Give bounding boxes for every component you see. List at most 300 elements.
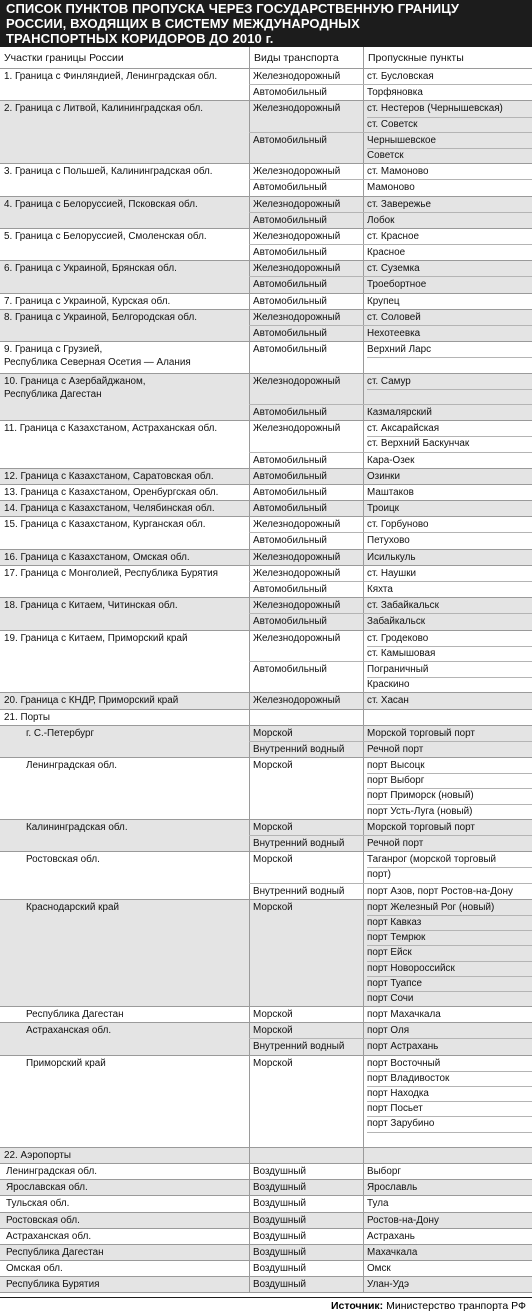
- border-section-label: Ростовская обл.: [6, 1214, 80, 1226]
- transport-type-cell: Автомобильный: [249, 485, 363, 500]
- transport-type-cell: Морской: [249, 852, 363, 882]
- transport-type-cell: Автомобильный: [249, 326, 363, 341]
- border-section-label: 4. Граница с Белоруссией, Псковская обл.: [4, 198, 198, 210]
- table-row-group: [0, 1245, 532, 1261]
- checkpoints-cell: [363, 1164, 532, 1179]
- table-row: [249, 245, 532, 260]
- checkpoints-cell: [363, 582, 532, 597]
- checkpoints-cell: [363, 566, 532, 581]
- transport-type-cell: Железнодорожный: [249, 421, 363, 451]
- transport-type-cell: Автомобильный: [249, 85, 363, 100]
- transport-type-cell: Морской: [249, 820, 363, 835]
- checkpoint-name: Тула: [367, 1198, 389, 1210]
- checkpoints-cell: [363, 1213, 532, 1228]
- checkpoints-cell: [363, 261, 532, 276]
- transport-type-cell: Автомобильный: [249, 533, 363, 548]
- checkpoints-cell: [363, 662, 532, 692]
- transport-type-cell: Автомобильный: [249, 133, 363, 163]
- checkpoints-cell: [363, 693, 532, 708]
- checkpoint-name: порт Высоцк: [367, 759, 532, 774]
- border-section-label: Республика Дагестан: [26, 1009, 124, 1021]
- table-row-group: [0, 69, 532, 101]
- table-row: [249, 884, 532, 899]
- checkpoints-cell: [363, 294, 532, 309]
- table-row: [249, 550, 532, 565]
- checkpoints-cell: [363, 1261, 532, 1276]
- table-row: [249, 1164, 532, 1179]
- transport-type-cell: Автомобильный: [249, 453, 363, 468]
- source-text: Министерство транпорта РФ: [383, 1300, 526, 1312]
- checkpoint-name: порт Махачкала: [367, 1009, 441, 1021]
- checkpoint-name: Краскино: [367, 679, 410, 691]
- checkpoints-cell: [363, 1277, 532, 1292]
- table-row: [249, 164, 532, 180]
- transport-type-cell: Воздушный: [249, 1180, 363, 1195]
- border-section-label: Республика Дагестан: [6, 1246, 104, 1258]
- border-section-label: 6. Граница с Украиной, Брянская обл.: [4, 263, 177, 275]
- table-row-group: [0, 693, 532, 709]
- border-section-label: 20. Граница с КНДР, Приморский край: [4, 695, 179, 707]
- transport-type-cell: Морской: [249, 758, 363, 819]
- table-row-group: [0, 469, 532, 485]
- table-row-group: [0, 726, 532, 758]
- checkpoints-cell: [363, 1039, 532, 1054]
- checkpoints-cell: [363, 229, 532, 244]
- table-row: [249, 758, 532, 819]
- checkpoints-cell: [363, 726, 532, 741]
- table-row-group: [0, 197, 532, 229]
- checkpoints-cell: [363, 631, 532, 661]
- transport-type-cell: Морской: [249, 900, 363, 1006]
- transport-type-cell: Воздушный: [249, 1164, 363, 1179]
- transport-type-cell: Автомобильный: [249, 213, 363, 228]
- table-row: [249, 1277, 532, 1292]
- checkpoint-name: Речной порт: [367, 838, 424, 849]
- border-section-label: Краснодарский край: [26, 901, 120, 913]
- title-line: ТРАНСПОРТНЫХ КОРИДОРОВ ДО 2010 г.: [6, 31, 274, 46]
- source-note: [0, 1297, 532, 1315]
- border-section-label: 19. Граница с Китаем, Приморский край: [4, 632, 188, 644]
- border-section-label: 8. Граница с Украиной, Белгородская обл.: [4, 311, 197, 323]
- table-row: [249, 1039, 532, 1054]
- table-row-group: [0, 101, 532, 164]
- table-row: [249, 213, 532, 228]
- table-row: [249, 836, 532, 851]
- transport-type-cell: Автомобильный: [249, 614, 363, 629]
- table-row: [249, 405, 532, 420]
- checkpoints-cell: [363, 405, 532, 420]
- checkpoints-cell: [363, 1180, 532, 1195]
- table-row-group: [0, 1148, 532, 1164]
- table-row: [249, 614, 532, 629]
- checkpoint-name: порт): [367, 869, 391, 881]
- table-row: [249, 453, 532, 468]
- checkpoints-cell: [363, 197, 532, 212]
- table-row: [249, 710, 532, 725]
- checkpoints-cell: [363, 326, 532, 341]
- border-section-label: 11. Граница с Казахстаном, Астраханская обл.: [4, 423, 218, 435]
- checkpoint-name: Морской торговый порт: [367, 821, 475, 833]
- transport-type-cell: Автомобильный: [249, 501, 363, 516]
- table-row: [249, 277, 532, 292]
- table-row-group: [0, 566, 532, 598]
- transport-type-cell: Автомобильный: [249, 582, 363, 597]
- checkpoint-name: ст. Бусловская: [367, 71, 434, 82]
- border-section-label: г. С.-Петербург: [26, 727, 95, 739]
- transport-type-cell: Железнодорожный: [249, 310, 363, 325]
- table-row-group: [0, 374, 532, 422]
- checkpoints-cell: [363, 614, 532, 629]
- checkpoints-cell: [363, 180, 532, 195]
- checkpoint-name: порт Темрюк: [367, 931, 532, 946]
- transport-type-cell: Автомобильный: [249, 277, 363, 292]
- transport-type-cell: Автомобильный: [249, 294, 363, 309]
- checkpoints-cell: [363, 133, 532, 163]
- checkpoint-name: порт Владивосток: [367, 1072, 532, 1087]
- checkpoints-cell: [363, 884, 532, 899]
- table-row-group: [0, 261, 532, 293]
- checkpoints-cell: [363, 900, 532, 1006]
- table-row: [249, 180, 532, 195]
- table-row: [249, 742, 532, 757]
- checkpoint-name: порт Азов, порт Ростов-на-Дону: [367, 885, 513, 897]
- border-section-label: 12. Граница с Казахстаном, Саратовская обл.: [4, 470, 214, 482]
- checkpoint-name: Красное: [367, 247, 406, 259]
- table-row: [249, 1245, 532, 1260]
- checkpoints-cell: [363, 550, 532, 565]
- table-row-group: [0, 900, 532, 1007]
- checkpoints-cell: [363, 421, 532, 451]
- transport-type-cell: Морской: [249, 1023, 363, 1038]
- table-row: [249, 662, 532, 692]
- border-section-label: 16. Граница с Казахстаном, Омская обл.: [4, 551, 190, 563]
- checkpoint-name: ст. Горбуново: [367, 519, 429, 531]
- column-header-checkpoints: Пропускные пункты: [363, 47, 532, 68]
- transport-type-cell: Внутренний водный: [249, 1039, 363, 1054]
- table-row-group: [0, 1023, 532, 1055]
- table-row-group: [0, 501, 532, 517]
- checkpoint-name: порт Восточный: [367, 1057, 532, 1072]
- table-body: [0, 69, 532, 1293]
- checkpoint-name: Верхний Ларс: [367, 343, 532, 358]
- transport-type-cell: Железнодорожный: [249, 101, 363, 131]
- checkpoints-cell: [363, 164, 532, 179]
- checkpoint-name: Нехотеевка: [367, 328, 421, 339]
- checkpoint-name: ст. Верхний Баскунчак: [367, 438, 470, 450]
- checkpoints-cell: [363, 598, 532, 613]
- table-row: [249, 1148, 532, 1163]
- border-section-label: Ростовская обл.: [26, 854, 100, 866]
- checkpoint-name: Троебортное: [367, 279, 427, 291]
- checkpoint-name: ст. Наушки: [367, 567, 417, 579]
- table-row: [249, 582, 532, 597]
- transport-type-cell: Воздушный: [249, 1196, 363, 1211]
- transport-type-cell: Железнодорожный: [249, 693, 363, 708]
- transport-type-cell: Воздушный: [249, 1245, 363, 1260]
- table-row: [249, 1261, 532, 1276]
- checkpoint-name: Пограничный: [367, 663, 532, 678]
- border-section-label: 22. Аэропорты: [4, 1149, 72, 1161]
- table-row: [249, 421, 532, 452]
- checkpoint-name: Крупец: [367, 295, 400, 307]
- checkpoint-name: порт Выборг: [367, 774, 532, 789]
- checkpoint-name: Казмалярский: [367, 406, 432, 418]
- checkpoint-name: Лобок: [367, 214, 395, 226]
- table-row: [249, 101, 532, 132]
- checkpoint-name: Маштаков: [367, 486, 414, 498]
- table-row-group: [0, 820, 532, 852]
- checkpoint-name: Омск: [367, 1263, 391, 1275]
- checkpoint-name: ст. Хасан: [367, 695, 409, 707]
- table-row-group: [0, 1056, 532, 1148]
- table-row: [249, 1229, 532, 1244]
- checkpoint-name: Выборг: [367, 1165, 401, 1177]
- table-row: [249, 133, 532, 163]
- checkpoint-name: ст. Камышовая: [367, 647, 436, 659]
- checkpoint-name: ст. Суземка: [367, 263, 420, 275]
- border-section-label: Тульская обл.: [6, 1198, 70, 1210]
- checkpoints-cell: [363, 852, 532, 882]
- checkpoint-name: Чернышевское: [367, 134, 532, 149]
- table-row: [249, 197, 532, 213]
- border-section-label: 18. Граница с Китаем, Читинская обл.: [4, 600, 178, 612]
- table-row-group: [0, 229, 532, 261]
- table-row: [249, 820, 532, 836]
- checkpoints-cell: [363, 310, 532, 325]
- table-row-group: [0, 710, 532, 726]
- checkpoint-name: ст. Красное: [367, 230, 419, 242]
- table-row: [249, 69, 532, 85]
- table-row-group: [0, 1277, 532, 1293]
- table-row: [249, 326, 532, 341]
- title-line: РОССИИ, ВХОДЯЩИХ В СИСТЕМУ МЕЖДУНАРОДНЫХ: [6, 16, 360, 31]
- border-section-label: Ярославская обл.: [6, 1182, 88, 1194]
- table-row: [249, 517, 532, 533]
- transport-type-cell: Железнодорожный: [249, 69, 363, 84]
- checkpoints-cell: [363, 758, 532, 819]
- table-row-group: [0, 598, 532, 630]
- checkpoints-cell: [363, 85, 532, 100]
- transport-type-cell: Автомобильный: [249, 469, 363, 484]
- checkpoint-name: Улан-Удэ: [367, 1279, 410, 1291]
- checkpoints-cell: [363, 820, 532, 835]
- transport-type-cell: Железнодорожный: [249, 197, 363, 212]
- checkpoints-cell: [363, 1229, 532, 1244]
- checkpoints-cell: [363, 1245, 532, 1260]
- transport-type-cell: Воздушный: [249, 1277, 363, 1292]
- table-row-group: [0, 758, 532, 820]
- border-section-label: Ленинградская обл.: [26, 760, 118, 772]
- table-row-group: [0, 1213, 532, 1229]
- border-section-label: Астраханская обл.: [6, 1230, 92, 1242]
- border-section-label: 1. Граница с Финляндией, Ленинградская обл.: [4, 71, 218, 82]
- border-section-label: 14. Граница с Казахстаном, Челябинская обл.: [4, 503, 215, 515]
- checkpoint-name: Исилькуль: [367, 551, 416, 563]
- checkpoints-cell: [363, 213, 532, 228]
- transport-type-cell: Железнодорожный: [249, 229, 363, 244]
- checkpoint-name: ст. Соловей: [367, 311, 421, 323]
- table-row: [249, 469, 532, 484]
- table-row: [249, 566, 532, 582]
- checkpoints-cell: [363, 277, 532, 292]
- checkpoint-name: Троицк: [367, 503, 399, 515]
- transport-type-cell: [249, 1148, 363, 1163]
- border-section-label: Ленинградская обл.: [6, 1165, 98, 1177]
- border-section-label: Омская обл.: [6, 1263, 63, 1275]
- checkpoint-name: порт Новороссийск: [367, 962, 532, 977]
- transport-type-cell: Автомобильный: [249, 245, 363, 260]
- border-section-label: 13. Граница с Казахстаном, Оренбургская обл.: [4, 486, 219, 498]
- table-row-group: [0, 485, 532, 501]
- checkpoints-cell: [363, 69, 532, 84]
- border-section-label: 5. Граница с Белоруссией, Смоленская обл.: [4, 230, 207, 242]
- transport-type-cell: Морской: [249, 726, 363, 741]
- checkpoint-name: Мамоново: [367, 182, 415, 194]
- transport-type-cell: Железнодорожный: [249, 598, 363, 613]
- checkpoint-name: ст. Гродеково: [367, 632, 532, 647]
- checkpoint-name: порт Посьет: [367, 1102, 532, 1117]
- transport-type-cell: Воздушный: [249, 1261, 363, 1276]
- table-row-group: [0, 1196, 532, 1212]
- table-row: [249, 533, 532, 548]
- checkpoint-name: порт Зарубино: [367, 1117, 532, 1132]
- title-line: СПИСОК ПУНКТОВ ПРОПУСКА ЧЕРЕЗ ГОСУДАРСТВЕННУЮ ГРАНИЦУ: [6, 1, 460, 16]
- border-section-label: 17. Граница с Монголией, Республика Бурятия: [4, 567, 218, 579]
- checkpoint-name: порт Оля: [367, 1025, 410, 1037]
- checkpoint-name: Речной порт: [367, 743, 424, 755]
- table-row: [249, 229, 532, 245]
- checkpoint-name: Таганрог (морской торговый: [367, 853, 532, 868]
- checkpoint-name: [367, 1133, 532, 1147]
- transport-type-cell: Внутренний водный: [249, 742, 363, 757]
- checkpoints-cell: [363, 469, 532, 484]
- border-section-label: 10. Граница с Азербайджаном, Республика Дагестан: [4, 375, 146, 400]
- checkpoint-name: порт Находка: [367, 1087, 532, 1102]
- table-row: [249, 261, 532, 277]
- table-header: [0, 47, 532, 69]
- table-row: [249, 1196, 532, 1211]
- checkpoint-name: Советск: [367, 149, 404, 161]
- page-title: [0, 0, 532, 47]
- table-row: [249, 1023, 532, 1039]
- table-row: [249, 693, 532, 708]
- checkpoint-name: Кяхта: [367, 584, 393, 595]
- table-row-group: [0, 421, 532, 469]
- checkpoints-cell: [363, 710, 532, 725]
- table-row: [249, 598, 532, 614]
- table-row: [249, 900, 532, 1006]
- border-section-label: Астраханская обл.: [26, 1025, 112, 1037]
- transport-type-cell: [249, 710, 363, 725]
- table-row-group: [0, 164, 532, 196]
- checkpoint-name: порт Астрахань: [367, 1041, 439, 1053]
- checkpoint-name: ст. Завережье: [367, 198, 432, 210]
- transport-type-cell: Внутренний водный: [249, 884, 363, 899]
- table-row: [249, 374, 532, 405]
- checkpoint-name: порт Приморск (новый): [367, 789, 532, 804]
- table-row: [249, 1180, 532, 1195]
- border-section-label: 15. Граница с Казахстаном, Курганская обл.: [4, 519, 206, 531]
- source-label: Источник:: [330, 1300, 384, 1312]
- transport-type-cell: Автомобильный: [249, 180, 363, 195]
- checkpoint-name: Петухово: [367, 535, 410, 547]
- checkpoint-name: Ростов-на-Дону: [367, 1214, 439, 1226]
- transport-type-cell: Железнодорожный: [249, 374, 363, 404]
- table-row: [249, 501, 532, 516]
- checkpoints-cell: [363, 533, 532, 548]
- column-header-border-section: Участки границы России: [4, 52, 124, 64]
- table-row: [249, 1056, 532, 1147]
- transport-type-cell: Морской: [249, 1007, 363, 1022]
- checkpoints-cell: [363, 453, 532, 468]
- transport-type-cell: Железнодорожный: [249, 631, 363, 661]
- table-row-group: [0, 342, 532, 373]
- table-row-group: [0, 631, 532, 694]
- checkpoints-cell: [363, 245, 532, 260]
- transport-type-cell: Воздушный: [249, 1213, 363, 1228]
- checkpoints-cell: [363, 517, 532, 532]
- transport-type-cell: Железнодорожный: [249, 566, 363, 581]
- checkpoint-name: ст. Мамоново: [367, 166, 429, 178]
- table-row-group: [0, 852, 532, 900]
- transport-type-cell: Морской: [249, 1056, 363, 1147]
- checkpoints-cell: [363, 101, 532, 131]
- checkpoints-cell: [363, 342, 532, 372]
- checkpoint-name: Махачкала: [367, 1246, 418, 1258]
- checkpoints-cell: [363, 1056, 532, 1147]
- table-row: [249, 342, 532, 372]
- checkpoint-name: Забайкальск: [367, 616, 426, 628]
- checkpoint-name: порт Усть-Луга (новый): [367, 805, 473, 817]
- transport-type-cell: Автомобильный: [249, 662, 363, 692]
- checkpoint-name: [367, 711, 532, 725]
- transport-type-cell: Воздушный: [249, 1229, 363, 1244]
- transport-type-cell: Железнодорожный: [249, 261, 363, 276]
- table-row-group: [0, 1164, 532, 1180]
- column-header-transport-type: Виды транспорта: [249, 47, 363, 68]
- table-row: [249, 1213, 532, 1228]
- checkpoint-name: порт Сочи: [367, 992, 414, 1004]
- checkpoint-name: Морской торговый порт: [367, 727, 475, 739]
- transport-type-cell: Железнодорожный: [249, 550, 363, 565]
- checkpoint-name: Торфяновка: [367, 87, 423, 99]
- border-section-label: 21. Порты: [4, 711, 50, 723]
- checkpoint-name: ст. Аксарайская: [367, 422, 532, 437]
- checkpoint-name: порт Кавказ: [367, 916, 532, 931]
- checkpoint-name: Ярославль: [367, 1182, 418, 1194]
- table-row: [249, 85, 532, 100]
- transport-type-cell: Автомобильный: [249, 342, 363, 372]
- border-section-label: Калининградская обл.: [26, 821, 128, 833]
- table-row-group: [0, 310, 532, 342]
- checkpoint-name: Астрахань: [367, 1230, 415, 1242]
- checkpoint-name: Озинки: [367, 470, 401, 482]
- table-row-group: [0, 1180, 532, 1196]
- transport-type-cell: Внутренний водный: [249, 836, 363, 851]
- border-section-label: 3. Граница с Польшей, Калининградская обл.: [4, 166, 213, 178]
- table-row: [249, 631, 532, 662]
- checkpoint-name: [367, 390, 532, 404]
- checkpoint-name: порт Ейск: [367, 946, 532, 961]
- checkpoints-cell: [363, 1196, 532, 1211]
- checkpoint-name: [367, 358, 532, 372]
- table-row: [249, 1007, 532, 1022]
- table-row-group: [0, 517, 532, 549]
- table-row-group: [0, 1229, 532, 1245]
- checkpoints-cell: [363, 374, 532, 404]
- table-row: [249, 294, 532, 309]
- table-row-group: [0, 1007, 532, 1023]
